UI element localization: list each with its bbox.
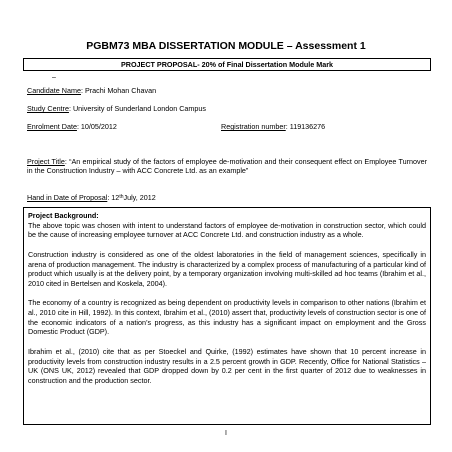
project-background-heading: Project Background:: [28, 211, 99, 220]
enrolment-date-value: : 10/05/2012: [76, 122, 117, 131]
study-centre-line: [27, 104, 206, 113]
background-paragraph-3: The economy of a country is recognized as being dependent on productivity levels in comparison to other nations (Ibrahim et al., 2010 cite in Hill, 1992). In this context, Ibrahim et al., (2010) assert that, productivity levels of construction sector is one of the economic indicators of a nation’s progress, as this industry has a significant impact on employment and the Gross Domestic Product (GDP).: [28, 298, 426, 337]
background-paragraph-1: The above topic was chosen with intent to understand factors of employee de-motivation in construction sector, which could be the cause of increasing employee turnover at ACC Concrete Ltd. and construction industry as a whole.: [28, 220, 426, 240]
candidate-name-value: : Prachi Mohan Chavan: [80, 86, 157, 95]
registration-number-label: Registration number: [221, 122, 286, 131]
background-paragraph-2: Construction industry is considered as one of the oldest laboratories in the field of management sciences, specifically in arena of production management. The industry is characterized by a complex process of manufacturing of a particular kind of product which usually is at the delivery point, by a temporary organization involving multi-skilled ad hoc teams (Ibrahim et al., 2010 cited in Bertelsen and Koskela, 2004).: [28, 249, 426, 288]
project-title-value: : “An empirical study of the factors of employee de-motivation and their consequent effect on Employee Turnover in the Construction Industry – with ACC Concrete Ltd. as an example”: [27, 157, 427, 175]
candidate-name-label: Candidate Name: [27, 86, 81, 95]
dash-mark: –: [52, 74, 56, 81]
document-title: PGBM73 MBA DISSERTATION MODULE – Assessment 1: [86, 40, 366, 52]
proposal-banner: [23, 58, 431, 71]
candidate-name-line: [27, 86, 156, 95]
study-centre-value: : University of Sunderland London Campus: [68, 104, 206, 113]
hand-in-date-suffix: th: [119, 194, 124, 200]
hand-in-date-rest: July, 2012: [123, 193, 156, 202]
registration-number-line: [221, 122, 325, 131]
hand-in-date-label: Hand in Date of Proposal: [27, 193, 108, 202]
background-paragraph-4: Ibrahim et al., (2010) cite that as per Stoeckel and Quirke, (1992) estimates have shown that 10 percent increase in productivity levels from construction industry results in a 2.5 percent growth in GDP. Recently, Office for National Statistics – UK (ONS UK, 2012) revealed that GDP dropped down by 0.2 per cent in the first quarter of 2012 due to weaknesses in construction and the production sector.: [28, 346, 426, 385]
enrolment-date-line: [27, 122, 117, 131]
hand-in-date-day: : 12: [107, 193, 120, 202]
project-title: [27, 157, 427, 175]
study-centre-label: Study Centre: [27, 104, 69, 113]
page-number: I: [225, 430, 227, 437]
enrolment-date-label: Enrolment Date: [27, 122, 77, 131]
proposal-banner-text: PROJECT PROPOSAL- 20% of Final Dissertation Module Mark: [120, 60, 334, 69]
hand-in-date-line: [27, 193, 156, 202]
project-background-box: [23, 207, 431, 425]
registration-number-value: : 119136276: [285, 122, 326, 131]
project-title-label: Project Title: [27, 157, 65, 166]
